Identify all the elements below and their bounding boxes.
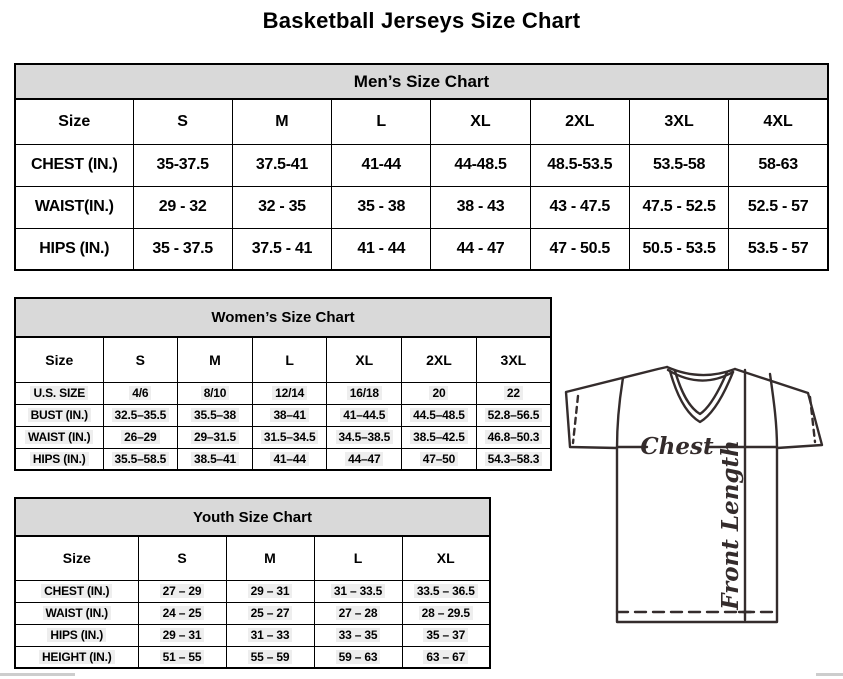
size-cell: 25 – 27 bbox=[226, 602, 314, 624]
row-label: BUST (IN.) bbox=[15, 404, 103, 426]
size-cell: 29–31.5 bbox=[178, 426, 253, 448]
size-cell: 44.5–48.5 bbox=[402, 404, 477, 426]
column-header: 3XL bbox=[476, 337, 551, 382]
size-cell: 32 - 35 bbox=[232, 186, 331, 228]
size-cell: 37.5-41 bbox=[232, 144, 331, 186]
size-cell: 35 – 37 bbox=[402, 624, 490, 646]
size-cell: 35.5–58.5 bbox=[103, 448, 178, 470]
size-cell: 26–29 bbox=[103, 426, 178, 448]
row-label: CHEST (IN.) bbox=[15, 580, 138, 602]
size-cell: 50.5 - 53.5 bbox=[629, 228, 728, 270]
row-label: WAIST (IN.) bbox=[15, 602, 138, 624]
table-title: Men’s Size Chart bbox=[15, 64, 828, 99]
column-header: M bbox=[178, 337, 253, 382]
size-cell: 59 – 63 bbox=[314, 646, 402, 668]
column-header: M bbox=[232, 99, 331, 144]
size-cell: 31 – 33.5 bbox=[314, 580, 402, 602]
size-cell: 31 – 33 bbox=[226, 624, 314, 646]
size-cell: 38.5–42.5 bbox=[402, 426, 477, 448]
column-header: 4XL bbox=[729, 99, 828, 144]
size-cell: 52.8–56.5 bbox=[476, 404, 551, 426]
column-header: XL bbox=[431, 99, 530, 144]
size-cell: 47–50 bbox=[402, 448, 477, 470]
row-label: HIPS (IN.) bbox=[15, 228, 133, 270]
column-header: S bbox=[133, 99, 232, 144]
size-cell: 41-44 bbox=[332, 144, 431, 186]
youth-size-table bbox=[14, 497, 491, 669]
column-header: 2XL bbox=[530, 99, 629, 144]
row-label: U.S. SIZE bbox=[15, 382, 103, 404]
column-header: Size bbox=[15, 536, 138, 580]
size-cell: 29 - 32 bbox=[133, 186, 232, 228]
column-header: Size bbox=[15, 99, 133, 144]
size-cell: 20 bbox=[402, 382, 477, 404]
column-header: XL bbox=[327, 337, 402, 382]
size-cell: 29 – 31 bbox=[226, 580, 314, 602]
size-cell: 52.5 - 57 bbox=[729, 186, 828, 228]
column-header: M bbox=[226, 536, 314, 580]
column-header: S bbox=[103, 337, 178, 382]
size-cell: 35-37.5 bbox=[133, 144, 232, 186]
size-cell: 35.5–38 bbox=[178, 404, 253, 426]
size-cell: 44–47 bbox=[327, 448, 402, 470]
table-title: Youth Size Chart bbox=[15, 498, 490, 536]
size-cell: 58-63 bbox=[729, 144, 828, 186]
column-header: L bbox=[332, 99, 431, 144]
size-cell: 27 – 29 bbox=[138, 580, 226, 602]
size-cell: 24 – 25 bbox=[138, 602, 226, 624]
size-cell: 28 – 29.5 bbox=[402, 602, 490, 624]
page-title: Basketball Jerseys Size Chart bbox=[262, 8, 581, 33]
size-cell: 34.5–38.5 bbox=[327, 426, 402, 448]
row-label: HIPS (IN.) bbox=[15, 624, 138, 646]
size-cell: 44 - 47 bbox=[431, 228, 530, 270]
row-label: HEIGHT (IN.) bbox=[15, 646, 138, 668]
size-cell: 53.5 - 57 bbox=[729, 228, 828, 270]
row-label: WAIST(IN.) bbox=[15, 186, 133, 228]
size-cell: 33 – 35 bbox=[314, 624, 402, 646]
row-label: CHEST (IN.) bbox=[15, 144, 133, 186]
mens-size-table bbox=[14, 63, 829, 271]
horizontal-scrollbar-track[interactable] bbox=[816, 673, 843, 676]
size-cell: 8/10 bbox=[178, 382, 253, 404]
left-cuff-stitch bbox=[573, 396, 578, 443]
size-cell: 38.5–41 bbox=[178, 448, 253, 470]
size-cell: 53.5-58 bbox=[629, 144, 728, 186]
size-cell: 33.5 – 36.5 bbox=[402, 580, 490, 602]
size-cell: 63 – 67 bbox=[402, 646, 490, 668]
womens-size-table bbox=[14, 297, 552, 471]
size-cell: 4/6 bbox=[103, 382, 178, 404]
size-cell: 41–44 bbox=[252, 448, 327, 470]
front-length-label: Front Length bbox=[717, 440, 744, 610]
size-cell: 46.8–50.3 bbox=[476, 426, 551, 448]
row-label: WAIST (IN.) bbox=[15, 426, 103, 448]
size-cell: 43 - 47.5 bbox=[530, 186, 629, 228]
jersey-body-outline bbox=[566, 367, 822, 622]
column-header: L bbox=[314, 536, 402, 580]
size-cell: 41–44.5 bbox=[327, 404, 402, 426]
size-cell: 41 - 44 bbox=[332, 228, 431, 270]
size-cell: 47 - 50.5 bbox=[530, 228, 629, 270]
column-header: 3XL bbox=[629, 99, 728, 144]
size-cell: 22 bbox=[476, 382, 551, 404]
size-cell: 35 - 37.5 bbox=[133, 228, 232, 270]
size-cell: 51 – 55 bbox=[138, 646, 226, 668]
size-cell: 35 - 38 bbox=[332, 186, 431, 228]
size-cell: 29 – 31 bbox=[138, 624, 226, 646]
size-cell: 31.5–34.5 bbox=[252, 426, 327, 448]
size-cell: 44-48.5 bbox=[431, 144, 530, 186]
jersey-measurement-diagram bbox=[557, 362, 843, 630]
size-cell: 12/14 bbox=[252, 382, 327, 404]
size-cell: 48.5-53.5 bbox=[530, 144, 629, 186]
size-cell: 37.5 - 41 bbox=[232, 228, 331, 270]
table-title: Women’s Size Chart bbox=[15, 298, 551, 337]
column-header: L bbox=[252, 337, 327, 382]
chest-label: Chest bbox=[640, 433, 714, 460]
size-cell: 16/18 bbox=[327, 382, 402, 404]
size-cell: 54.3–58.3 bbox=[476, 448, 551, 470]
row-label: HIPS (IN.) bbox=[15, 448, 103, 470]
size-cell: 55 – 59 bbox=[226, 646, 314, 668]
size-cell: 38 - 43 bbox=[431, 186, 530, 228]
column-header: XL bbox=[402, 536, 490, 580]
jersey-left-seam bbox=[617, 378, 623, 448]
horizontal-scrollbar-thumb[interactable] bbox=[0, 673, 75, 676]
size-cell: 38–41 bbox=[252, 404, 327, 426]
jersey-right-seam bbox=[770, 374, 777, 448]
size-cell: 27 – 28 bbox=[314, 602, 402, 624]
size-cell: 47.5 - 52.5 bbox=[629, 186, 728, 228]
size-cell: 32.5–35.5 bbox=[103, 404, 178, 426]
column-header: 2XL bbox=[402, 337, 477, 382]
column-header: Size bbox=[15, 337, 103, 382]
column-header: S bbox=[138, 536, 226, 580]
